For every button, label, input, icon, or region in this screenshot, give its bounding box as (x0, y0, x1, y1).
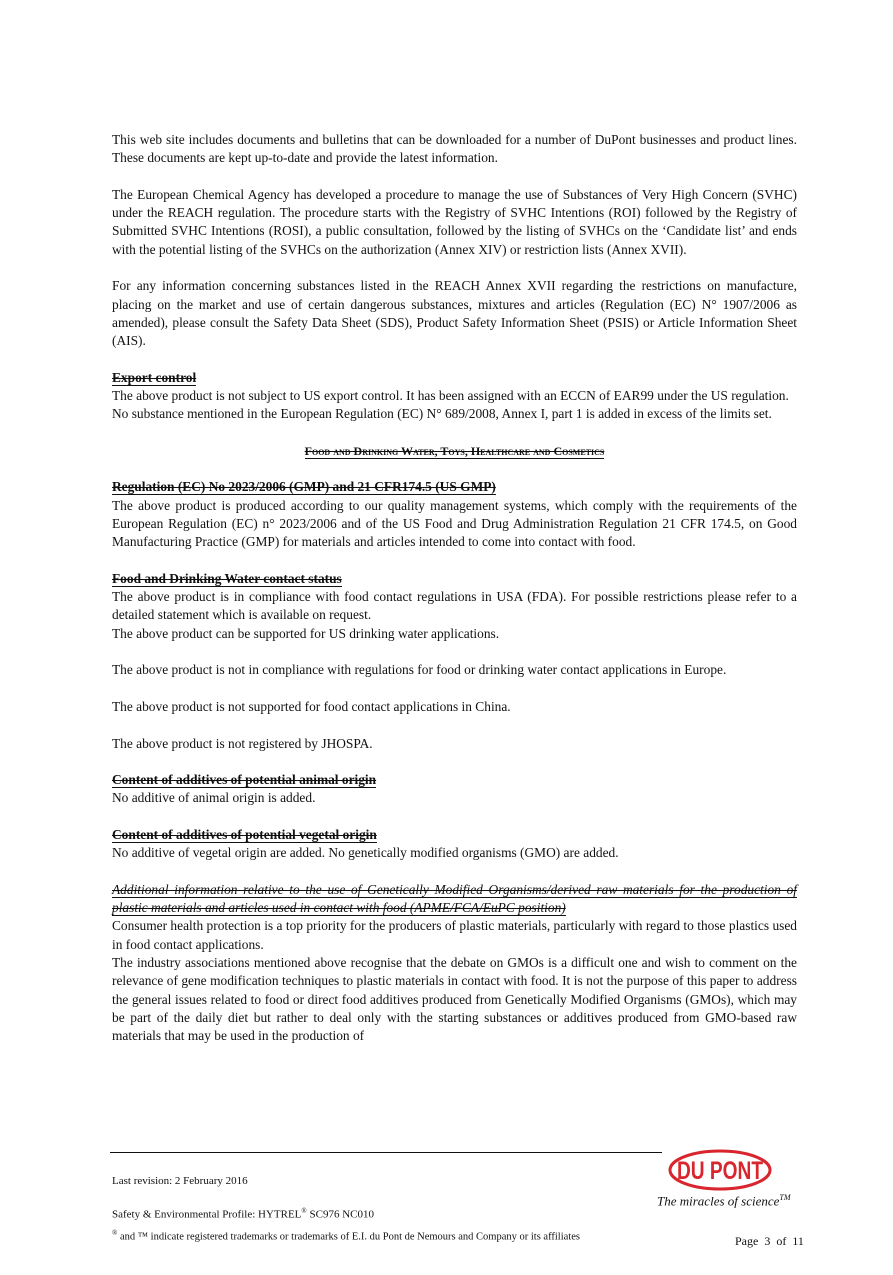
heading-vegetal-origin: Content of additives of potential vegetal origin (112, 826, 377, 842)
page-number: Page 3 of 11 (735, 1234, 804, 1248)
paragraph-food-4: The above product is not supported for food contact applications in China. (112, 698, 511, 714)
paragraph-export-2: No substance mentioned in the European Regulation (EC) N° 689/2008, Annex I, part 1 is added in excess of the limits set. (112, 406, 772, 422)
footer-revision: Last revision: 2 February 2016 (112, 1175, 248, 1187)
paragraph-vegetal: No additive of vegetal origin are added. No genetically modified organisms (GMO) are added. (112, 845, 619, 861)
heading-export-control: Export control (112, 369, 197, 385)
footer-divider (110, 1152, 662, 1153)
section-title: Food and Drinking Water, Toys, Healthcare and Cosmetics (304, 444, 605, 459)
heading-gmp: Regulation (EC) No 2023/2006 (GMP) and 21 CFR174.5 (US GMP) (112, 479, 496, 495)
paragraph-gmp: The above product is produced according to our quality management systems, which comply with the requirements of the European Regulation (EC) n° 2023/2006 and of the US Food and Drug Administration Regulation 21 CFR 174.5, on Good Manufacturing Practice (GMP) for materials and articles intended to come into contact with food. (112, 497, 797, 550)
svg-text:DU PONT: DU PONT (677, 1157, 763, 1185)
heading-gmo: Additional information relative to the use of Genetically Modified Organisms/derived raw materials for the production of plastic materials and articles used in contact with food (APME/FCA/EuPC position) (112, 881, 797, 916)
paragraph-animal: No additive of animal origin is added. (112, 790, 316, 806)
footer-trademark: ® and ™ indicate registered trademarks or trademarks of E.I. du Pont de Nemours and Company or its affiliates (112, 1229, 580, 1243)
paragraph-food-5: The above product is not registered by JHOSPA. (112, 735, 373, 751)
paragraph-food-2: The above product can be supported for US drinking water applications. (112, 625, 500, 641)
document-body (112, 131, 797, 1046)
paragraph-gmo-1: Consumer health protection is a top priority for the producers of plastic materials, particularly with regard to those plastics used in food contact applications. (112, 918, 797, 952)
dupont-logo (668, 1148, 772, 1192)
paragraph-gmo-2: The industry associations mentioned above recognise that the debate on GMOs is a difficult one and wish to comment on the relevance of gene modification techniques to plastic materials in contact with food. It is not the purpose of this paper to address the general issues related to food or direct food additives produced from Genetically Modified Organisms (GMOs), which may be part of the daily diet but rather to deal only with the starting substances or additives produced from GMO-based raw materials that may be used in the production of (112, 955, 797, 1044)
paragraph-food-3: The above product is not in compliance with regulations for food or drinking water contact applications in Europe. (112, 662, 727, 678)
paragraph-export-1: The above product is not subject to US export control. It has been assigned with an ECCN of EAR99 under the US regulation. (112, 388, 789, 404)
paragraph-annex-xvii: For any information concerning substances listed in the REACH Annex XVII regarding the restrictions on manufacture, placing on the market and use of certain dangerous substances, mixtures and articles (Regulation (EC) N° 1907/2006 as amended), please consult the Safety Data Sheet (SDS), Product Safety Information Sheet (PSIS) or Article Information Sheet (AIS). (112, 278, 797, 349)
tagline: The miracles of science™ (657, 1193, 791, 1209)
paragraph-food-1: The above product is in compliance with food contact regulations in USA (FDA). For possible restrictions please refer to a detailed statement which is available on request. (112, 589, 797, 623)
heading-food-contact: Food and Drinking Water contact status (112, 570, 342, 586)
footer-profile: Safety & Environmental Profile: HYTREL® SC976 NC010 (112, 1207, 374, 1221)
paragraph-echa: The European Chemical Agency has developed a procedure to manage the use of Substances of Very High Concern (SVHC) under the REACH regulation. The procedure starts with the Registry of SVHC Intentions (ROI) followed by the Registry of Submitted SVHC Intentions (ROSI), a public consultation, followed by the listing of SVHCs on the ‘Candidate list’ and ends with the potential listing of the SVHCs on the authorization (Annex XIV) or restriction lists (Annex XVII). (112, 186, 797, 257)
paragraph-website: This web site includes documents and bulletins that can be downloaded for a number of DuPont businesses and product lines. These documents are kept up-to-date and provide the latest information. (112, 132, 797, 166)
heading-animal-origin: Content of additives of potential animal origin (112, 772, 377, 788)
